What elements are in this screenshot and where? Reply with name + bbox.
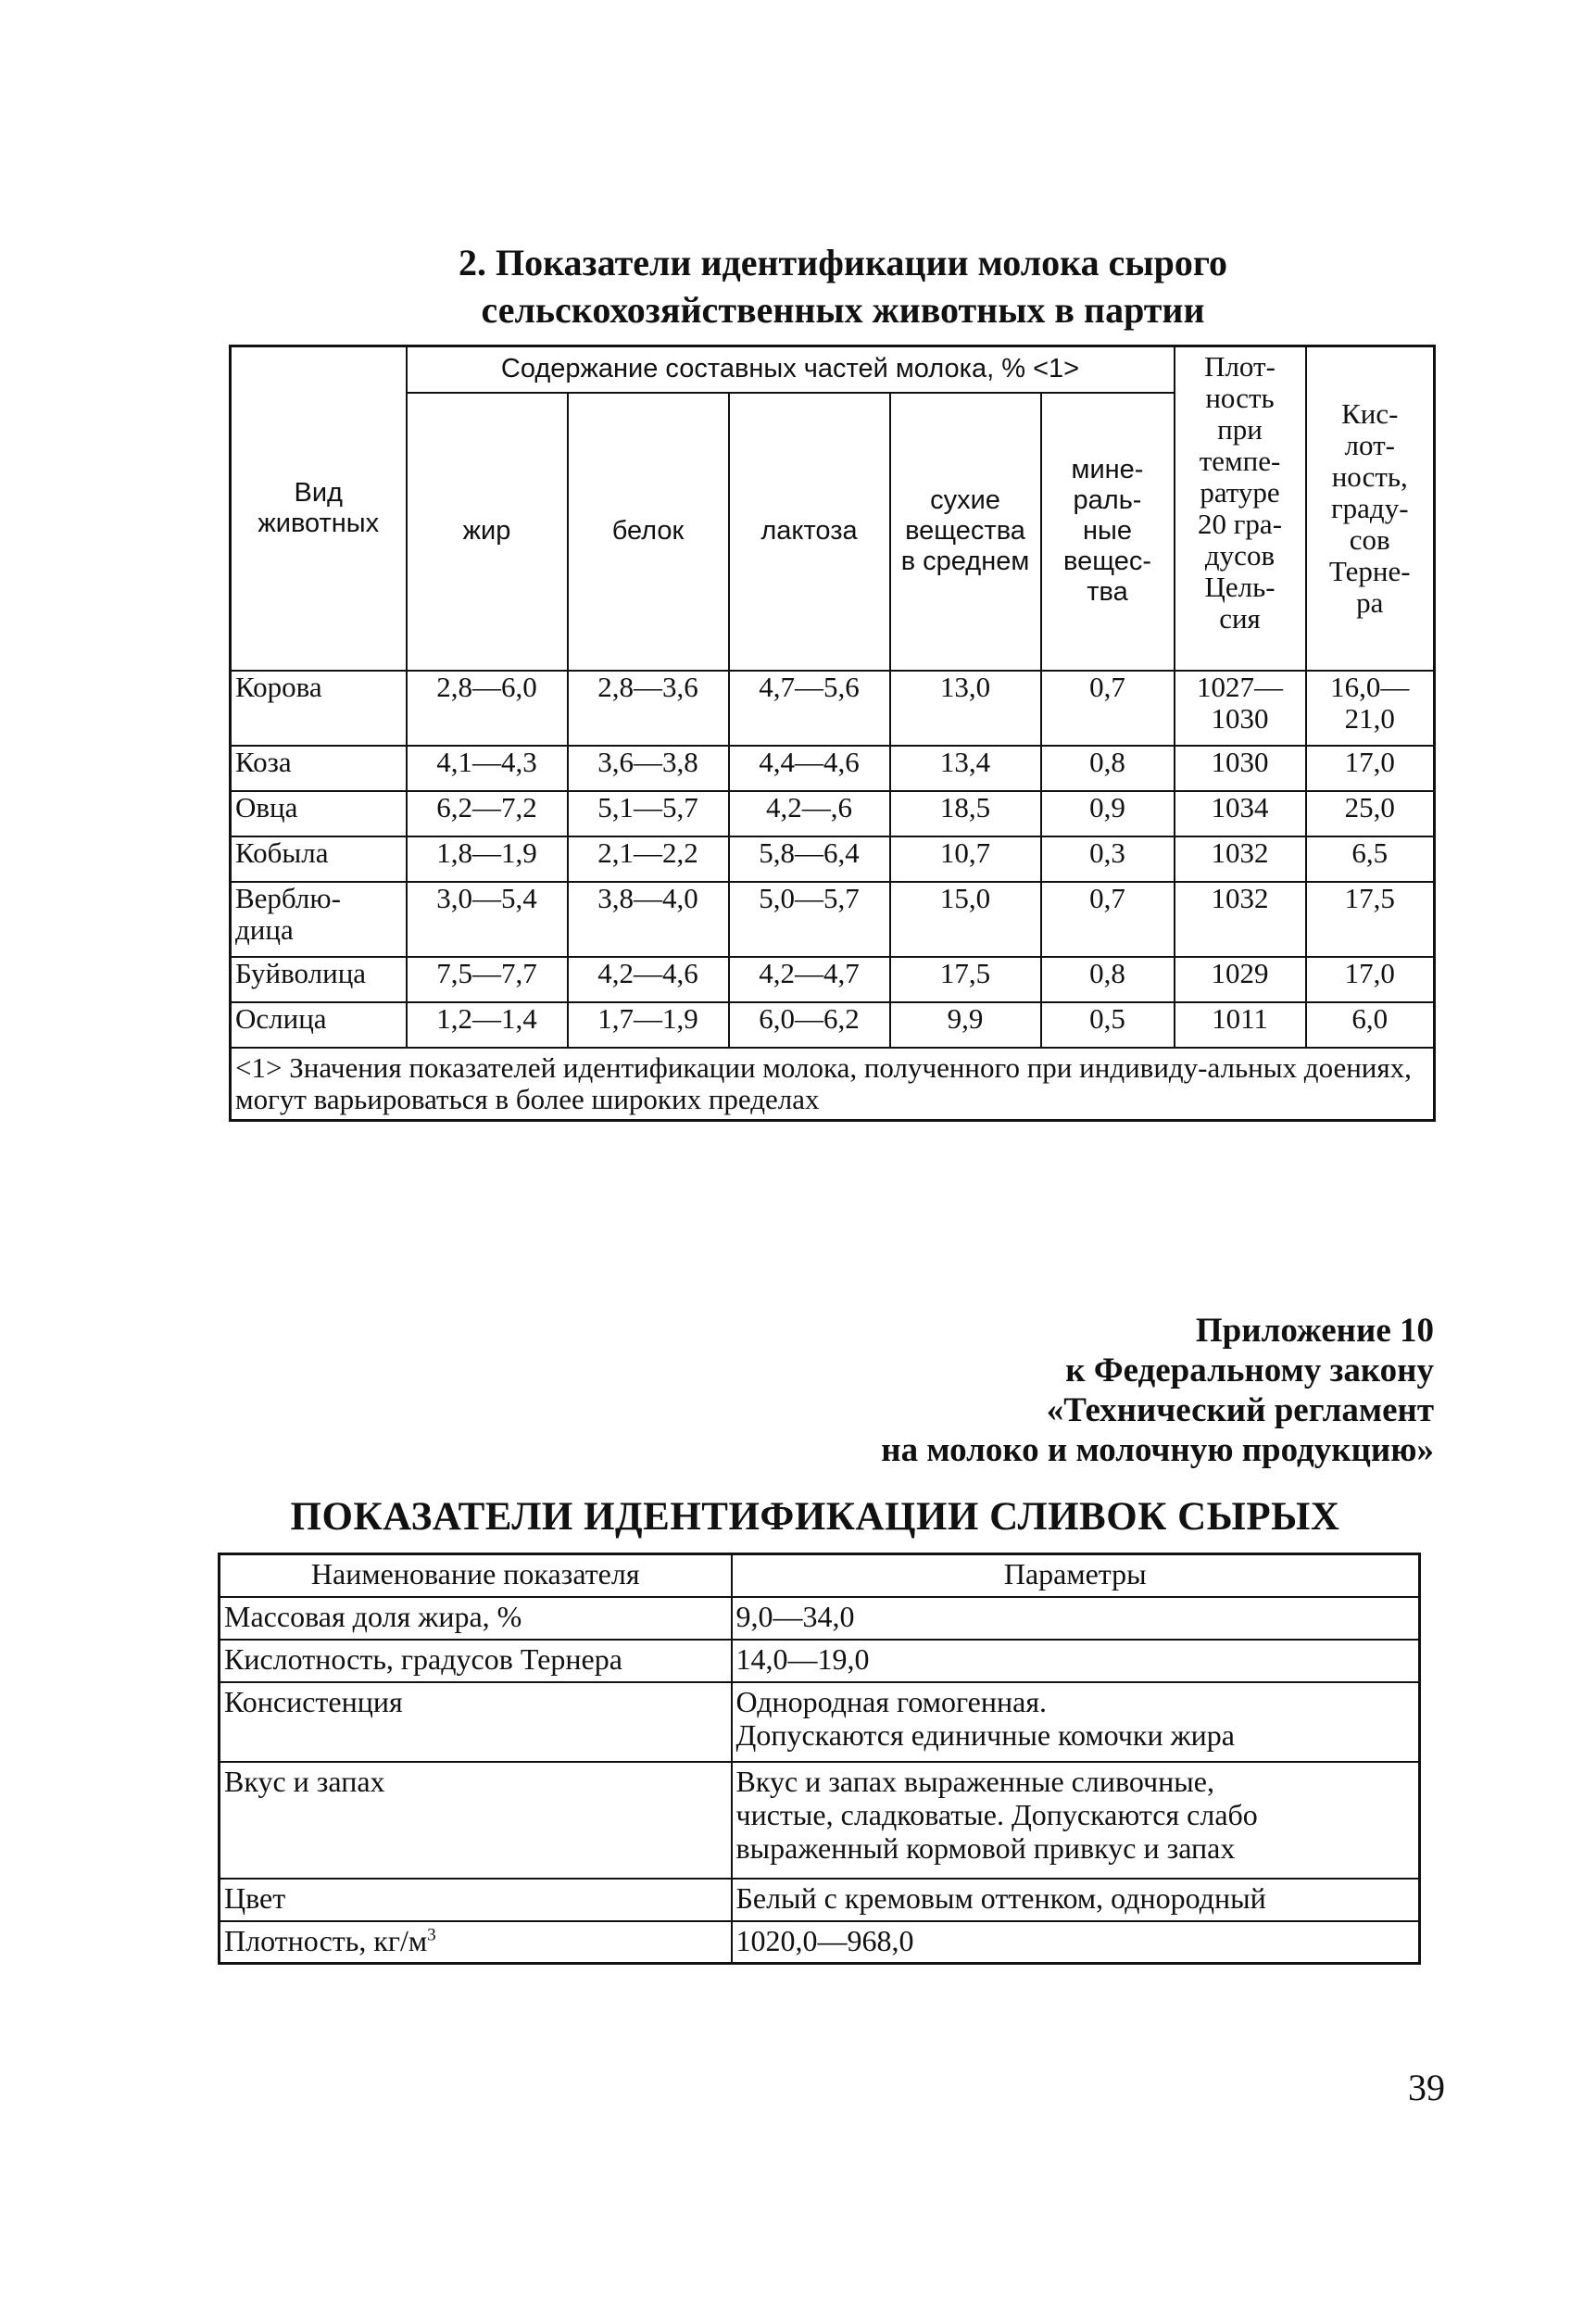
table-row [220,1879,1420,1921]
cream-identification-table [218,1553,1421,1965]
header-animal-type: Вид животных [231,346,407,671]
cell-indicator: Плотность, $кг/м^3$ [220,1921,732,1964]
cell-lactose: 4,4—4,6 [729,746,890,791]
cell-value: Белый с кремовым оттенком, однородный [732,1879,1420,1921]
cell-minerals: 0,8 [1041,957,1175,1002]
cell-acidity: 6,0 [1306,1002,1435,1048]
table-row [220,1921,1420,1964]
appendix-line2: к Федеральному закону [1065,1352,1434,1389]
value-line: чистые, сладковатые. Допускаются слабо [735,1797,1258,1831]
page-number: 39 [1408,2067,1445,2108]
cell-density: 1032 [1175,882,1306,957]
cell-acidity: 6,5 [1306,836,1435,882]
table1-title-line2: сельскохозяйственных животных в партии [481,289,1205,331]
table1-title-line1: 2. Показатели идентификации молока сырого [458,242,1228,283]
cell-animal: Верблю-дица [231,882,407,957]
header-content-group: Содержание составных частей молока, % <1> [407,346,1175,393]
cell-value [732,1762,1420,1879]
cell-lactose: 4,7—5,6 [729,671,890,746]
header-minerals: мине-раль-ные вещес-тва [1041,393,1175,671]
cell-protein: 3,8—4,0 [568,882,729,957]
cell-indicator: Массовая доля жира, % [220,1597,732,1640]
cell-protein: 2,1—2,2 [568,836,729,882]
cell-density: 1032 [1175,836,1306,882]
cell-animal: Коза [231,746,407,791]
cell-value: 14,0—19,0 [732,1640,1420,1682]
table-row [231,957,1435,1002]
value-line: Вкус и запах выраженные сливочные, [735,1764,1214,1798]
header-dry-matter: сухие вещества в среднем [890,393,1041,671]
cell-animal: Буйволица [231,957,407,1002]
cell-indicator: Вкус и запах [220,1762,732,1879]
table1-title [222,239,1464,333]
header-lactose: лактоза [729,393,890,671]
cell-lactose: 5,0—5,7 [729,882,890,957]
cell-indicator: Цвет [220,1879,732,1921]
cell-protein: 4,2—4,6 [568,957,729,1002]
table-row [220,1762,1420,1879]
cell-indicator: Консистенция [220,1682,732,1762]
cell-lactose: 6,0—6,2 [729,1002,890,1048]
cell-dry-matter: 13,4 [890,746,1041,791]
appendix-line4: на молоко и молочную продукцию» [881,1431,1434,1469]
cell-minerals: 0,3 [1041,836,1175,882]
cell-minerals: 0,7 [1041,882,1175,957]
cell-fat: 2,8—6,0 [407,671,568,746]
value-line: Однородная гомогенная. [735,1684,1048,1718]
cell-minerals: 0,7 [1041,671,1175,746]
cell-density: 1029 [1175,957,1306,1002]
header-acidity: Кис-лот-ность, граду-сов Терне-ра [1306,346,1435,671]
cell-acidity: 17,0 [1306,746,1435,791]
cell-protein: 2,8—3,6 [568,671,729,746]
cell-animal: Ослица [231,1002,407,1048]
table-row [231,671,1435,746]
cell-density: 1027—1030 [1175,671,1306,746]
cell-value [732,1682,1420,1762]
footnote-row [231,1048,1435,1121]
value-line: Допускаются единичные комочки жира [735,1717,1235,1752]
appendix-line3: «Технический регламент [1046,1391,1434,1429]
cell-lactose: 4,2—4,7 [729,957,890,1002]
cell-minerals: 0,8 [1041,746,1175,791]
cell-dry-matter: 18,5 [890,791,1041,836]
cell-animal: Кобыла [231,836,407,882]
header-parameters: Параметры [732,1554,1420,1597]
table2-title: ПОКАЗАТЕЛИ ИДЕНТИФИКАЦИИ СЛИВОК СЫРЫХ [290,1495,1340,1539]
cell-fat: 6,2—7,2 [407,791,568,836]
cell-protein: 1,7—1,9 [568,1002,729,1048]
appendix-header [648,1311,1434,1470]
milk-identification-table [229,345,1436,1122]
cell-acidity: 16,0—21,0 [1306,671,1435,746]
value-line: выраженный кормовой привкус и запах [735,1830,1236,1865]
header-density: Плот-ность при темпе-ратуре 20 гра-дусов Цель-сия [1175,346,1306,671]
cell-animal: Овца [231,791,407,836]
cell-fat: 3,0—5,4 [407,882,568,957]
table-row [231,791,1435,836]
cell-animal: Корова [231,671,407,746]
cell-fat: 4,1—4,3 [407,746,568,791]
cell-acidity: 17,0 [1306,957,1435,1002]
cell-indicator: Кислотность, градусов Тернера [220,1640,732,1682]
table-row [231,836,1435,882]
cell-lactose: 4,2—,6 [729,791,890,836]
cell-acidity: 25,0 [1306,791,1435,836]
table-header-row [220,1554,1420,1597]
cell-density: 1011 [1175,1002,1306,1048]
cell-density: 1034 [1175,791,1306,836]
cell-value: 1020,0—968,0 [732,1921,1420,1964]
cell-fat: 7,5—7,7 [407,957,568,1002]
table-row [231,1002,1435,1048]
cell-dry-matter: 15,0 [890,882,1041,957]
header-indicator: Наименование показателя [220,1554,732,1597]
table-row [220,1597,1420,1640]
appendix-line1: Приложение 10 [1195,1312,1434,1350]
cell-minerals: 0,9 [1041,791,1175,836]
table-row [220,1640,1420,1682]
cell-dry-matter: 9,9 [890,1002,1041,1048]
cell-protein: 3,6—3,8 [568,746,729,791]
superscript: 3 [427,1924,436,1944]
cell-minerals: 0,5 [1041,1002,1175,1048]
cell-value: 9,0—34,0 [732,1597,1420,1640]
cell-acidity: 17,5 [1306,882,1435,957]
header-fat: жир [407,393,568,671]
table-row [231,746,1435,791]
table-row [220,1682,1420,1762]
cell-fat: 1,8—1,9 [407,836,568,882]
cell-density: 1030 [1175,746,1306,791]
header-protein: белок [568,393,729,671]
footnote: <1> Значения показателей идентификации молока, полученного при индивиду-альных доениях, могут варьироваться в более широких пределах [231,1048,1435,1121]
cell-fat: 1,2—1,4 [407,1002,568,1048]
cell-dry-matter: 13,0 [890,671,1041,746]
table-row [231,882,1435,957]
cell-dry-matter: 10,7 [890,836,1041,882]
cell-lactose: 5,8—6,4 [729,836,890,882]
cell-dry-matter: 17,5 [890,957,1041,1002]
cell-protein: 5,1—5,7 [568,791,729,836]
